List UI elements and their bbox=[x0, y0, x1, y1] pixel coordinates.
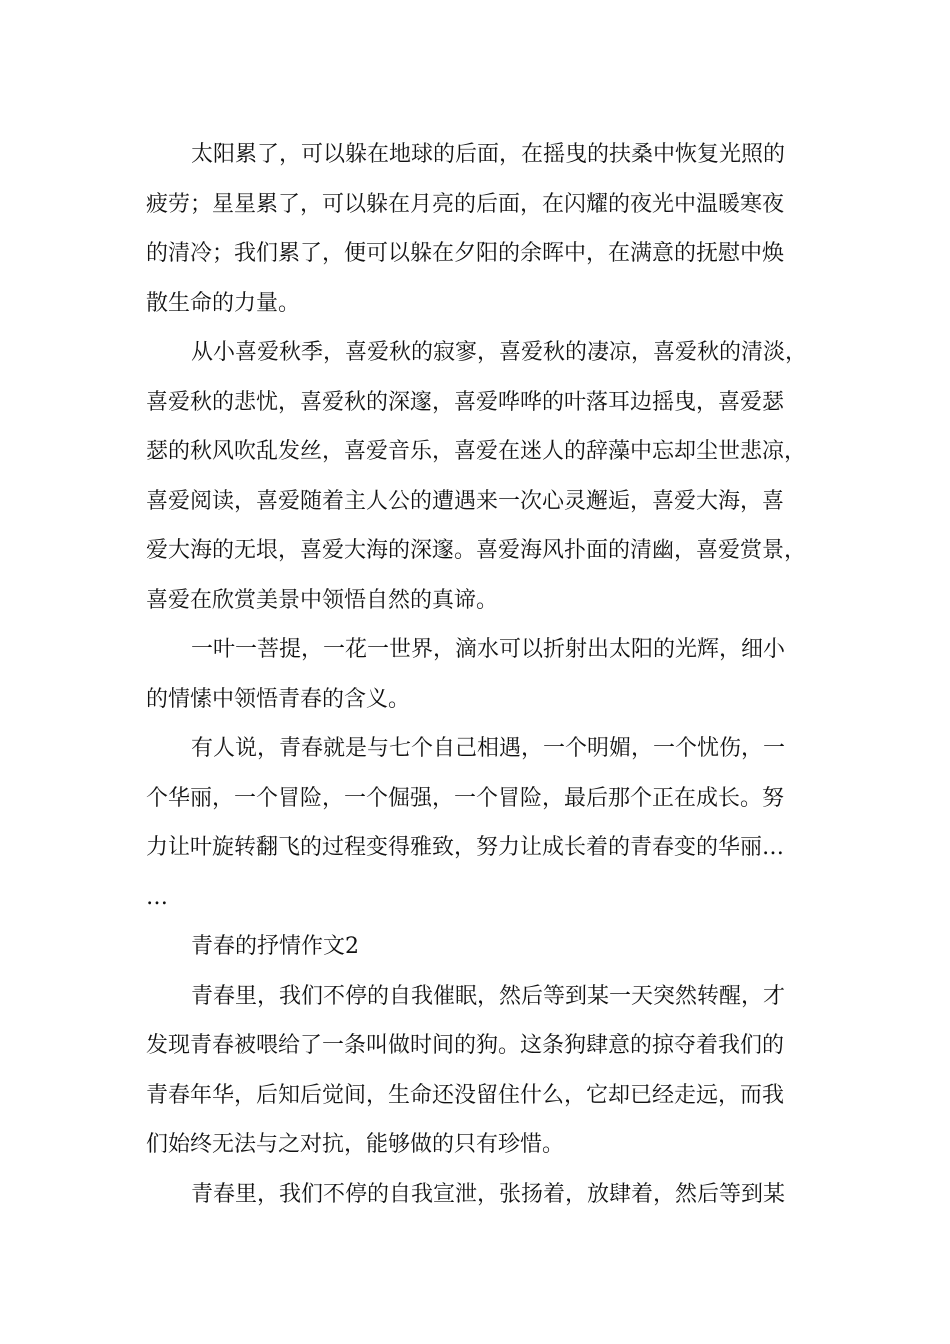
text-line: 有人说，青春就是与七个自己相遇，一个明媚，一个忧伤，一 bbox=[191, 736, 786, 761]
paragraph-6 bbox=[146, 1170, 822, 1220]
paragraph-2 bbox=[146, 328, 822, 625]
text-line: 个华丽，一个冒险，一个倔强，一个冒险，最后那个正在成长。努 bbox=[146, 785, 785, 811]
text-line: 喜爱阅读，喜爱随着主人公的遭遇来一次心灵邂逅，喜爱大海，喜 bbox=[146, 488, 785, 514]
text-line: 青春里，我们不停的自我宣泄，张扬着，放肆着，然后等到某 bbox=[191, 1181, 786, 1207]
text-line: 的情愫中领悟青春的含义。 bbox=[146, 686, 411, 712]
paragraph-3 bbox=[146, 625, 822, 724]
text-line: 一叶一菩提，一花一世界，滴水可以折射出太阳的光辉，细小 bbox=[191, 637, 786, 662]
text-line: 从小喜爱秋季，喜爱秋的寂寥，喜爱秋的凄凉，喜爱秋的清淡， bbox=[191, 340, 808, 365]
paragraph-1 bbox=[146, 130, 822, 328]
text-line: 青春年华，后知后觉间，生命还没留住什么，它却已经走远，而我 bbox=[146, 1082, 785, 1108]
text-line: 散生命的力量。 bbox=[146, 290, 301, 316]
paragraph-4 bbox=[146, 724, 822, 922]
text-line: 力让叶旋转翻飞的过程变得雅致，努力让成长着的青春变的华丽… bbox=[146, 835, 785, 860]
text-line: 太阳累了，可以躲在地球的后面，在摇曳的扶桑中恢复光照的 bbox=[191, 142, 786, 167]
text-line: 发现青春被喂给了一条叫做时间的狗。这条狗肆意的掠夺着我们的 bbox=[146, 1033, 785, 1058]
text-line: 青春里，我们不停的自我催眠，然后等到某一天突然转醒，才 bbox=[191, 983, 786, 1009]
paragraph-5 bbox=[146, 972, 822, 1170]
text-line: 的清冷；我们累了，便可以躲在夕阳的余晖中，在满意的抚慰中焕 bbox=[146, 241, 785, 266]
text-line: 们始终无法与之对抗，能够做的只有珍惜。 bbox=[146, 1132, 565, 1157]
text-line: 瑟的秋风吹乱发丝，喜爱音乐，喜爱在迷人的辞藻中忘却尘世悲凉， bbox=[146, 439, 807, 464]
text-line: … bbox=[146, 884, 168, 910]
text-line: 喜爱在欣赏美景中领悟自然的真谛。 bbox=[146, 587, 499, 613]
text-line: 喜爱秋的悲忧，喜爱秋的深邃，喜爱哗哗的叶落耳边摇曳，喜爱瑟 bbox=[146, 389, 785, 415]
text-line: 爱大海的无垠，喜爱大海的深邃。喜爱海风扑面的清幽，喜爱赏景， bbox=[146, 538, 807, 563]
document-body bbox=[146, 130, 822, 1219]
heading-text: 青春的抒情作文2 bbox=[191, 934, 359, 959]
section-heading bbox=[146, 922, 822, 972]
text-line: 疲劳；星星累了，可以躲在月亮的后面，在闪耀的夜光中温暖寒夜 bbox=[146, 191, 785, 217]
